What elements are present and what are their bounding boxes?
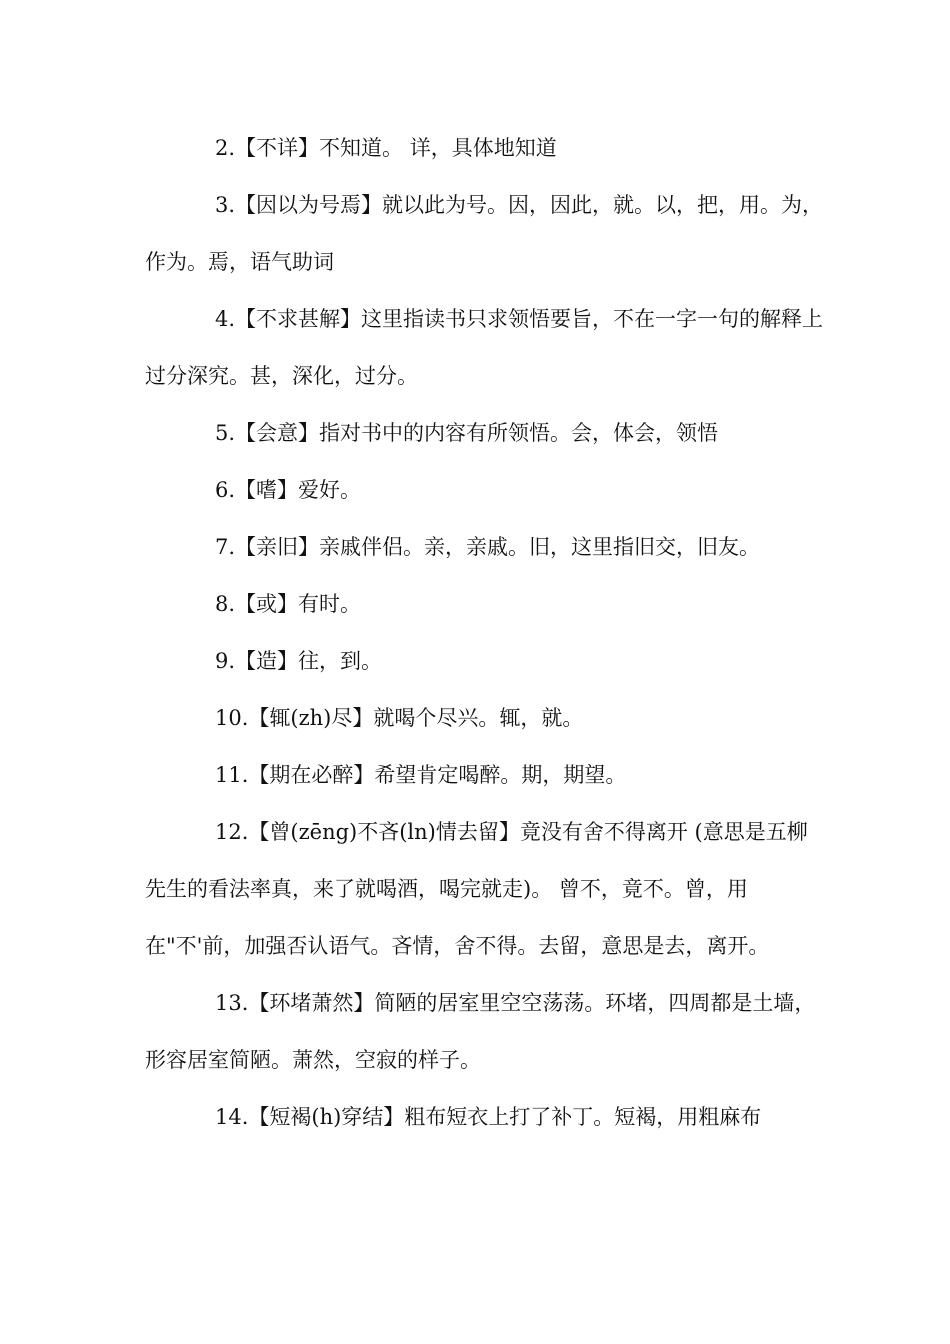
note-item-14: 14.【短褐(h)穿结】粗布短衣上打了补丁。短褐，用粗麻布 bbox=[215, 1105, 762, 1129]
annotation-list bbox=[145, 120, 825, 1146]
note-item-2: 2.【不详】不知道。 详，具体地知道 bbox=[215, 136, 557, 160]
note-item-12: 12.【曾(zēng)不吝(ln)情去留】竟没有舍不得离开 (意思是五柳先生的看法率真，来了就喝酒，喝完就走)。 曾不，竟不。曾，用在"不'前，加强否认语气。吝情，舍不得。去留，意思是去，离开。 bbox=[145, 820, 808, 958]
note-item-4: 4.【不求甚解】这里指读书只求领悟要旨，不在一字一句的解释上过分深究。甚，深化，过分。 bbox=[145, 307, 824, 388]
note-item-5: 5.【会意】指对书中的内容有所领悟。会，体会，领悟 bbox=[215, 421, 719, 445]
note-item-13: 13.【环堵萧然】简陋的居室里空空荡荡。环堵，四周都是土墙，形容居室简陋。萧然，空寂的样子。 bbox=[145, 991, 816, 1072]
note-item-10: 10.【辄(zh)尽】就喝个尽兴。辄，就。 bbox=[215, 706, 584, 730]
note-item-11: 11.【期在必醉】希望肯定喝醉。期，期望。 bbox=[215, 763, 627, 787]
note-item-9: 9.【造】往，到。 bbox=[215, 649, 383, 673]
note-item-8: 8.【或】有时。 bbox=[215, 592, 362, 616]
note-item-6: 6.【嗜】爱好。 bbox=[215, 478, 362, 502]
note-item-7: 7.【亲旧】亲戚伴侣。亲，亲戚。旧，这里指旧交，旧友。 bbox=[215, 535, 761, 559]
note-item-3: 3.【因以为号焉】就以此为号。因，因此，就。以，把，用。为，作为。焉，语气助词 bbox=[145, 193, 824, 274]
